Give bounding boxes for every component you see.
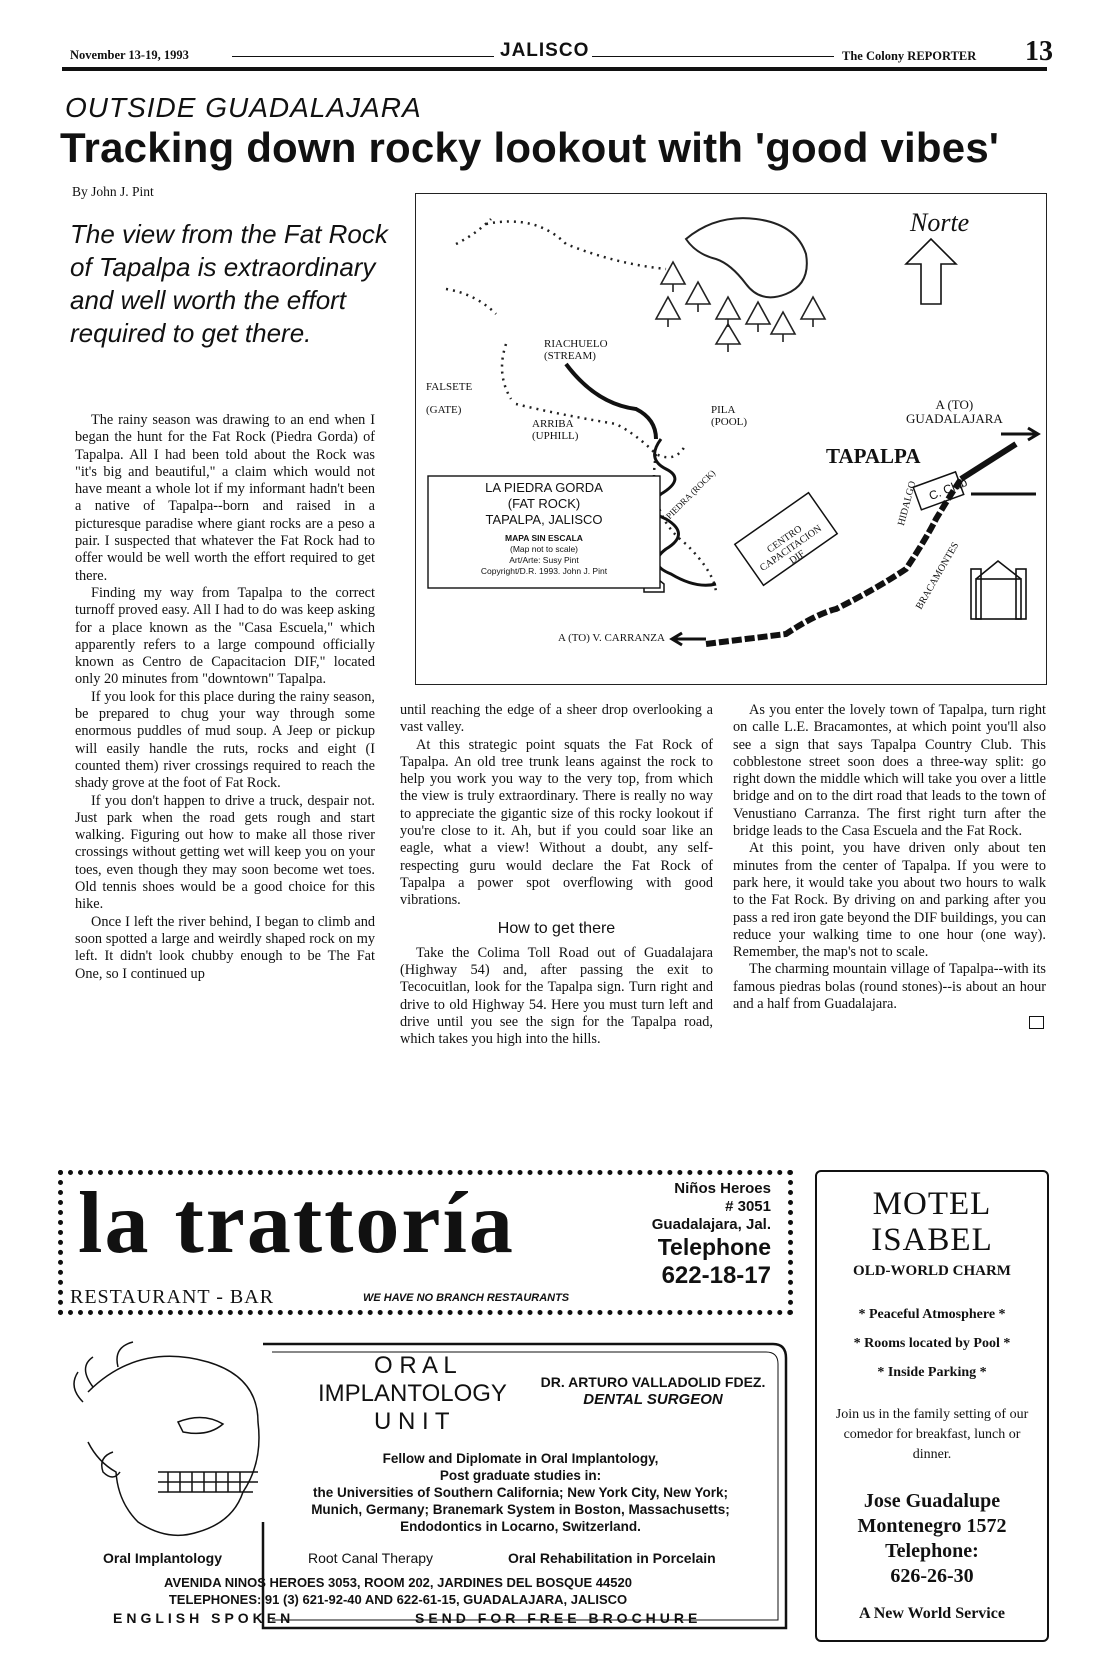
byline: By John J. Pint	[72, 184, 154, 199]
kicker: OUTSIDE GUADALAJARA	[65, 92, 422, 123]
dental-brochure: SEND FOR FREE BROCHURE	[415, 1610, 702, 1626]
paragraph: Take the Colima Toll Road out of Guadalajara (Highway 54) and, after passing the exit to Tecocuitlan, look for the Tapalpa sign. Turn right and drive to old Highway 54. Here you must turn left and drive until you see the sign for the Tapalpa road, which takes you high into the hills.	[400, 944, 713, 1048]
dental-doctor: DR. ARTURO VALLADOLID FDEZ. DENTAL SURGEON	[540, 1374, 766, 1408]
paragraph: The rainy season was drawing to an end when I began the hunt for the Fat Rock (Piedra Gorda) of Tapalpa. All I had been told about the Rock was "it's big and beautiful," a claim which would not have meant a whole lot if my informant hadn't been a native of Tapalpa--born and raised in a picturesque paradise where giant rocks are a peso a pair. I suspected that whatever the Fat Rock had to offer would be well worth the effort required to get there.	[75, 412, 375, 584]
map-label-piedra: PIEDRA (ROCK)	[664, 467, 718, 522]
map-label-stream: RIACHUELO (STREAM)	[544, 338, 608, 362]
map-legend-copyright: Copyright/D.R. 1993. John J. Pint	[480, 566, 608, 576]
map-figure	[415, 193, 1047, 685]
map-legend-scale: MAPA SIN ESCALA	[505, 533, 583, 543]
paragraph: Finding my way from Tapalpa to the correct turnoff proved easy. All I had to do was keep asking for a place known as the "Casa Escuela," which apparently refers to a large compound officially known as Centro de Capacitacion DIF," located only 20 minutes from "downtown" Tapalpa.	[75, 584, 375, 688]
paragraph: At this strategic point squats the Fat Rock of Tapalpa. An old tree trunk leans against the rock to help you work you way to the very top, from which the view is truly extraordinary. There is really no way to appreciate the gigantic size of this rocky lookout if you're close to it. Ah, but if you could soar like an eagle, what a view! Without a doubt, any self-respecting guru would declare the Fat Rock of Tapalpa a power spot overflowing with good vibrations.	[400, 736, 713, 909]
page-number: 13	[1025, 36, 1053, 67]
motel-name: MOTEL ISABEL	[871, 1186, 993, 1258]
map-legend	[428, 480, 660, 577]
subhead: How to get there	[497, 919, 616, 937]
map-label-to-carranza: A (TO) V. CARRANZA	[558, 632, 665, 644]
trattoria-address: Niños Heroes # 3051 Guadalajara, Jal. Telephone 622-18-17	[651, 1180, 771, 1289]
dental-service-implantology: Oral Implantology	[103, 1550, 223, 1566]
paragraph: The charming mountain village of Tapalpa--with its famous piedras bolas (round stones)--is about an hour and a half from Guadalajara.	[733, 961, 1046, 1013]
dental-title: O R A L IMPLANTOLOGY U N I T	[318, 1352, 507, 1435]
header-thick-rule	[62, 67, 1047, 71]
motel-contact: Jose Guadalupe Montenegro 1572 Telephone: 626-26-30	[857, 1490, 1007, 1587]
paragraph: If you look for this place during the rainy season, be prepared to chug your way through some enormous puddles of mud soup. A Jeep or pickup will easily handle the ruts, rocks and eight (I counted them) river crossings required to reach the shady grove at the foot of Fat Rock.	[75, 688, 375, 792]
header-rule-left	[232, 56, 494, 57]
paragraph: At this point, you have driven only about ten minutes from the center of Tapalpa. If you were to park here, it would take you about two hours to walk to the Fat Rock. By driving on and parking after you pass a red iron gate beyond the DIF buildings, you can reduce your walking time to one hour (one way). Remember, the map's not to scale.	[733, 840, 1046, 961]
section-title: JALISCO	[500, 40, 590, 61]
map-label-to-guadalajara: A (TO) GUADALAJARA	[906, 397, 1003, 426]
headline: Tracking down rocky lookout with 'good vibes'	[60, 124, 1000, 171]
motel-blurb: Join us in the family setting of our comedor for breakfast, lunch or dinner.	[835, 1407, 1029, 1462]
motel-tagline: OLD-WORLD CHARM	[853, 1263, 1011, 1279]
map-label-club: C. Club	[926, 475, 970, 503]
map-legend-art: Art/Arte: Susy Pint	[509, 555, 579, 565]
map-label-pool: PILA (POOL)	[711, 404, 748, 428]
paragraph: As you enter the lovely town of Tapalpa, turn right on calle L.E. Bracamontes, at which point you'll also see a sign that says Tapalpa Country Club. This cobblestone street soon does a three-way split: go right down the middle which will take you over a little bridge and on to the dirt road that leads to the town of Venustiano Carranza. The first right turn after the bridge leads to the Casa Escuela and the Fat Rock.	[733, 702, 1046, 840]
map-drawing	[416, 194, 1046, 684]
map-label-gate: FALSETE (GATE)	[426, 381, 473, 416]
map-legend-scale-en: (Map not to scale)	[509, 544, 579, 554]
ad-trattoria	[58, 1170, 793, 1315]
ad-motel-isabel	[815, 1170, 1049, 1642]
dental-credentials: Fellow and Diplomate in Oral Implantology, Post graduate studies in: the Universities of Southern California; New York City, New York; Munich, Germany; Branemark System in Boston, Massachusetts; Endodontics in Locarno, Switzerland.	[311, 1451, 730, 1534]
trattoria-restaurant-bar: RESTAURANT - BAR	[70, 1286, 275, 1308]
map-legend-title: LA PIEDRA GORDA (FAT ROCK) TAPALPA, JALISCO	[485, 480, 603, 527]
map-label-town: TAPALPA	[826, 444, 921, 468]
article-column-1	[75, 412, 375, 983]
deck: The view from the Fat Rock of Tapalpa is extraordinary and well worth the effort required to get there.	[70, 219, 388, 348]
motel-service: A New World Service	[859, 1605, 1005, 1622]
article-column-2	[400, 702, 713, 1049]
dental-service-root-canal: Root Canal Therapy	[308, 1550, 434, 1566]
map-label-street-bracamontes: BRACAMONTES	[914, 540, 962, 612]
paragraph: If you don't happen to drive a truck, despair not. Just park when the road gets rough and start walking. Figuring out how to make all those river crossings without getting wet will keep you on your toes, even though they may soon become wet toes. Old tennis shoes would be a good choice for this hike.	[75, 792, 375, 913]
ad-oral-implantology	[58, 1332, 793, 1638]
paragraph: until reaching the edge of a sheer drop overlooking a vast valley.	[400, 702, 713, 736]
map-north-label: Norte	[910, 208, 970, 237]
end-mark	[1029, 1016, 1044, 1029]
issue-date: November 13-19, 1993	[70, 48, 189, 62]
newspaper-name: The Colony REPORTER	[842, 49, 977, 63]
map-label-street-hidalgo: HIDALGO	[896, 480, 919, 527]
dental-english-spoken: ENGLISH SPOKEN	[113, 1610, 295, 1626]
header-rule-right	[592, 56, 834, 57]
motel-features: * Peaceful Atmosphere * * Rooms located by Pool * * Inside Parking *	[853, 1307, 1011, 1380]
dental-service-rehabilitation: Oral Rehabilitation in Porcelain	[508, 1550, 716, 1566]
map-label-centro: CENTRO CAPACITACION DIF	[758, 523, 824, 574]
trattoria-logo: la trattoría	[78, 1175, 515, 1272]
paragraph: Once I left the river behind, I began to climb and soon spotted a large and weirdly shaped rock on my left. It didn't look chubby enough to be The Fat One, so I continued up	[75, 913, 375, 982]
map-label-uphill: ARRIBA (UPHILL)	[532, 418, 579, 442]
dental-address: AVENIDA NINOS HEROES 3053, ROOM 202, JARDINES DEL BOSQUE 44520 TELEPHONES: 91 (3) 621-92-40 AND 622-61-15, GUADALAJARA, JALISCO	[164, 1575, 632, 1607]
article-column-3	[733, 702, 1046, 1013]
trattoria-no-branch: WE HAVE NO BRANCH RESTAURANTS	[363, 1292, 570, 1304]
